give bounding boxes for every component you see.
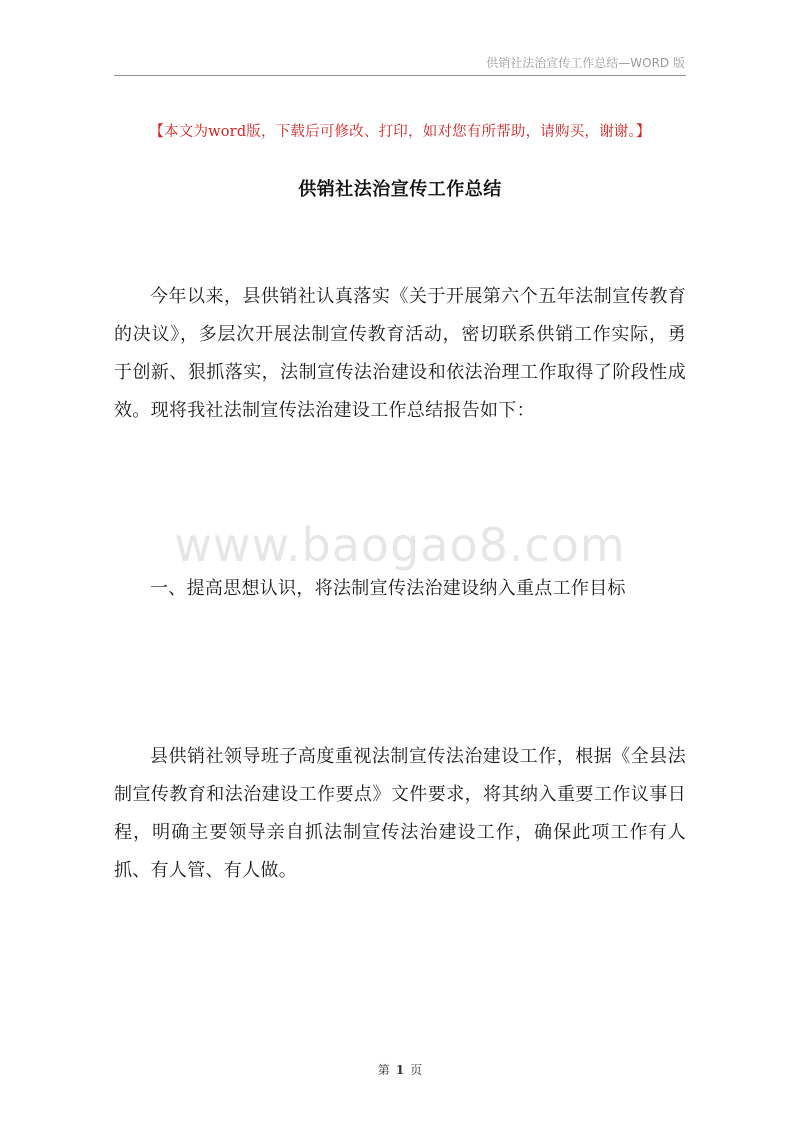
footer-prefix: 第 [377, 1063, 390, 1077]
running-header: 供销社法治宣传工作总结—WORD 版 [486, 56, 685, 70]
header-divider [114, 75, 686, 76]
intro-paragraph: 今年以来，县供销社认真落实《关于开展第六个五年法制宣传教育的决议》，多层次开展法制宣传教育活动，密切联系供销工作实际，勇于创新、狠抓落实，法制宣传法治建设和依法治理工作取得了阶段性成效。现将我社法制宣传法治建设工作总结报告如下： [114, 286, 686, 421]
document-title: 供销社法治宣传工作总结 [298, 179, 502, 200]
page-number: 1 [395, 1063, 405, 1077]
footer-suffix: 页 [410, 1063, 423, 1077]
watermark: www.baogao8.com [174, 518, 626, 572]
section-heading: 一、提高思想认识，将法制宣传法治建设纳入重点工作目标 [150, 578, 626, 599]
page-footer [300, 1061, 500, 1078]
body-paragraph: 县供销社领导班子高度重视法制宣传法治建设工作，根据《全县法制宣传教育和法治建设工作要点》文件要求，将其纳入重要工作议事日程，明确主要领导亲自抓法制宣传法治建设工作，确保此项工作有人抓、有人管、有人做。 [114, 746, 686, 881]
purchase-notice: 【本文为word版，下载后可修改、打印，如对您有所帮助，请购买，谢谢。】 [149, 124, 651, 140]
